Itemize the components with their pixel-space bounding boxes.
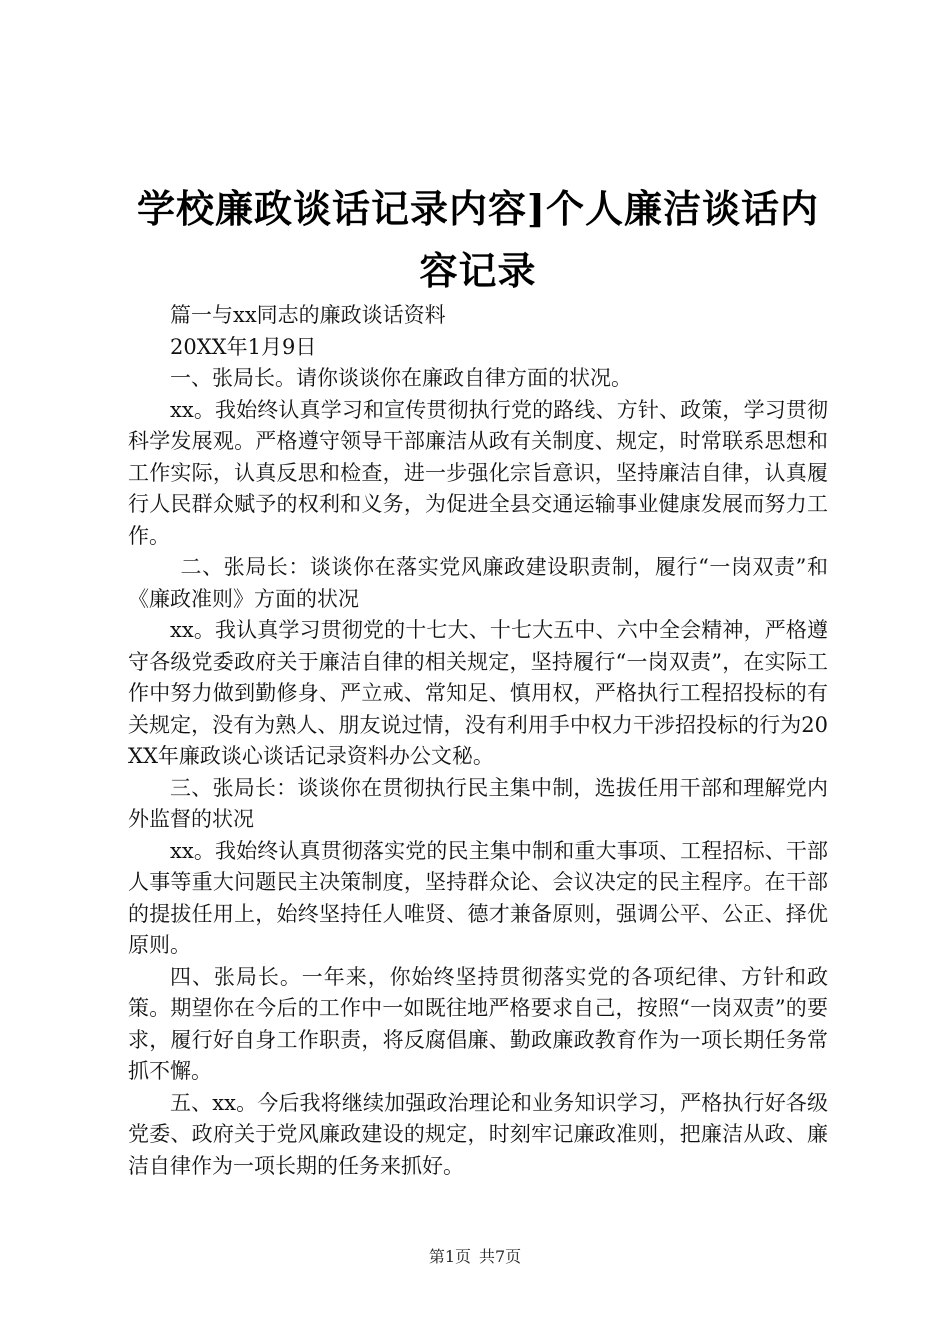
document-title: 学校廉政谈话记录内容]个人廉洁谈话内容记录 [137, 186, 819, 293]
document-body [128, 300, 828, 1182]
paragraph-answer-2: xx。我认真学习贯彻党的十七大、十七大五中、六中全会精神，严格遵守各级党委政府关于廉洁自律的相关规定，坚持履行“一岗双责”，在实际工作中努力做到勤修身、严立戒、常知足、慎用权，严格执行工程招投标的有关规定，没有为熟人、朋友说过情，没有利用手中权力干涉招投标的行为20XX年廉政谈心谈话记录资料办公文秘。 [128, 618, 828, 768]
paragraph-question-1: 一、张局长。请你谈谈你在廉政自律方面的状况。 [170, 366, 632, 390]
paragraph-date: 20XX年1月9日 [170, 334, 317, 359]
paragraph-answer-3: xx。我始终认真贯彻落实党的民主集中制和重大事项、工程招标、干部人事等重大问题民主决策制度，坚持群众论、会议决定的民主程序。在干部的提拔任用上，始终坚持任人唯贤、德才兼备原则，强调公平、公正、择优原则。 [128, 838, 828, 957]
page-footer [0, 1244, 950, 1267]
page-total: 共7页 [479, 1247, 522, 1266]
paragraph-question-3: 三、张局长：谈谈你在贯彻执行民主集中制，选拔任用干部和理解党内外监督的状况 [128, 775, 828, 831]
paragraph-subtitle: 篇一与xx同志的廉政谈话资料 [170, 303, 446, 327]
paragraph-question-2: 二、张局长：谈谈你在落实党风廉政建设职责制，履行“一岗双责”和《廉政准则》方面的状况 [128, 555, 828, 611]
paragraph-comment-4: 四、张局长。一年来，你始终坚持贯彻落实党的各项纪律、方针和政策。期望你在今后的工作中一如既往地严格要求自己，按照“一岗双责”的要求，履行好自身工作职责，将反腐倡廉、勤政廉政教育作为一项长期任务常抓不懈。 [128, 964, 828, 1083]
paragraph-answer-5: 五、xx。今后我将继续加强政治理论和业务知识学习，严格执行好各级党委、政府关于党风廉政建设的规定，时刻牢记廉政准则，把廉洁从政、廉洁自律作为一项长期的任务来抓好。 [128, 1090, 828, 1178]
page-number: 第1页 [428, 1247, 471, 1266]
paragraph-answer-1: xx。我始终认真学习和宣传贯彻执行党的路线、方针、政策，学习贯彻科学发展观。严格遵守领导干部廉洁从政有关制度、规定，时常联系思想和工作实际，认真反思和检查，进一步强化宗旨意识，坚持廉洁自律，认真履行人民群众赋予的权利和义务，为促进全县交通运输事业健康发展而努力工作。 [128, 397, 828, 548]
